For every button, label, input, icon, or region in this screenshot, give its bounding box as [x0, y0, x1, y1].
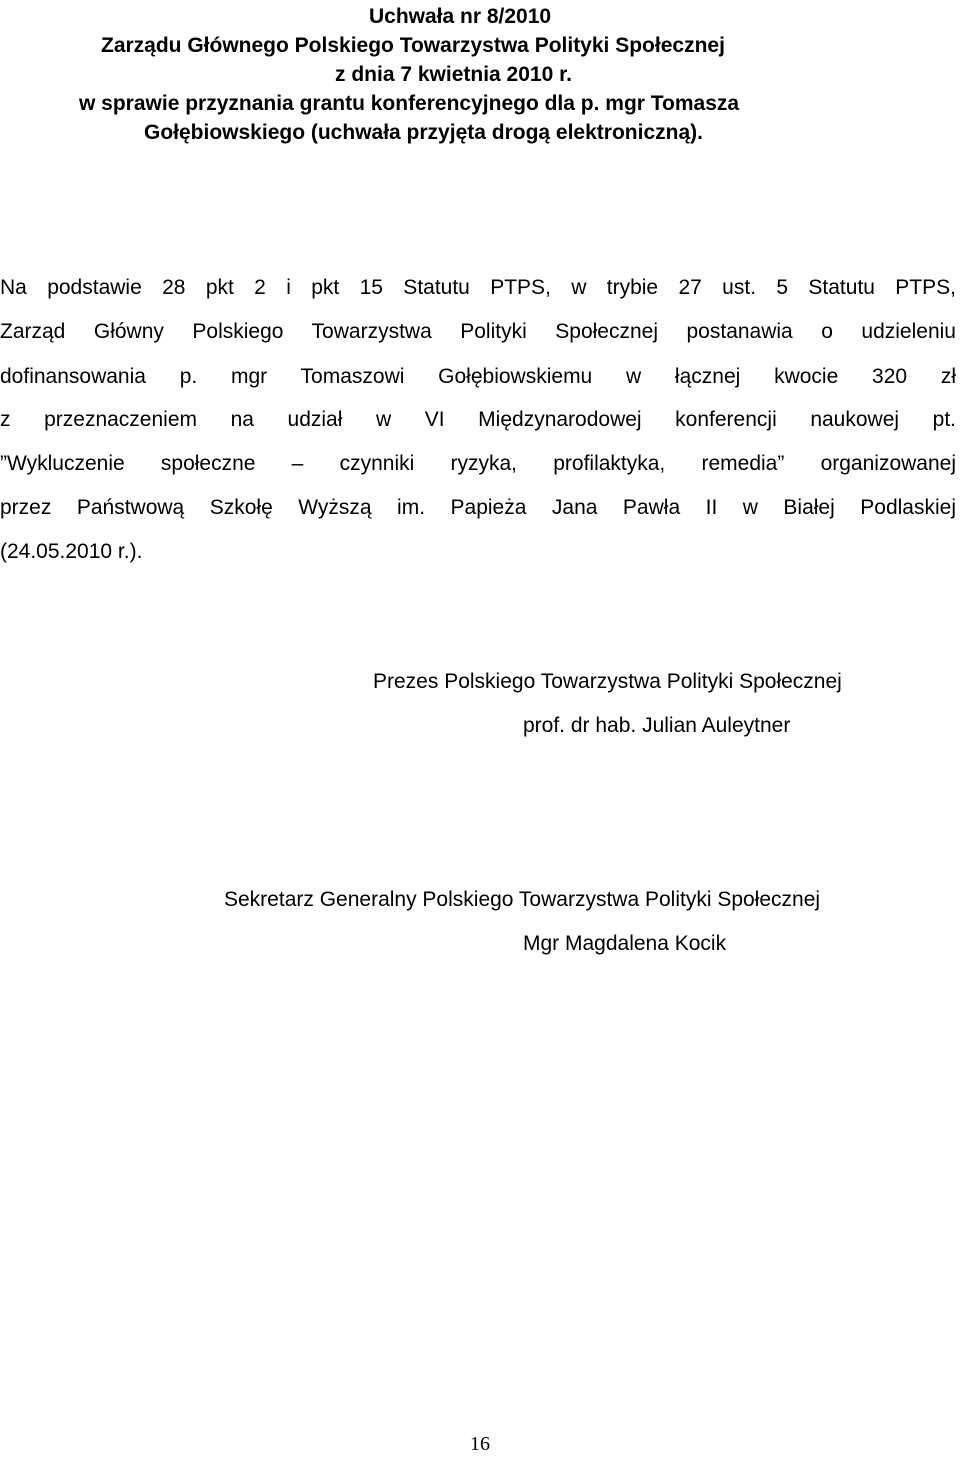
body-line-4: z przeznaczeniem na udział w VI Międzynarodowej konferencji naukowej pt.: [0, 408, 956, 431]
body-line-5: ”Wykluczenie społeczne – czynniki ryzyka, profilaktyka, remedia” organizowanej: [0, 452, 956, 475]
title-line-1: Uchwała nr 8/2010: [369, 5, 552, 28]
title-line-2: Zarządu Głównego Polskiego Towarzystwa Polityki Społecznej: [101, 34, 725, 57]
president-title: Prezes Polskiego Towarzystwa Polityki Społecznej: [373, 670, 842, 693]
secretary-name: Mgr Magdalena Kocik: [523, 932, 727, 955]
title-line-4: w sprawie przyznania grantu konferencyjnego dla p. mgr Tomasza: [79, 92, 740, 115]
resolution-title: [0, 2, 960, 147]
body-line-6: przez Państwową Szkołę Wyższą im. Papieża Jana Pawła II w Białej Podlaskiej: [0, 496, 956, 519]
secretary-title: Sekretarz Generalny Polskiego Towarzystwa Polityki Społecznej: [224, 888, 821, 911]
title-line-5: Gołębiowskiego (uchwała przyjęta drogą elektroniczną).: [144, 121, 703, 144]
body-line-7: (24.05.2010 r.).: [0, 540, 143, 563]
president-name: prof. dr hab. Julian Auleytner: [523, 714, 791, 737]
body-line-1: Na podstawie 28 pkt 2 i pkt 15 Statutu PTPS, w trybie 27 ust. 5 Statutu PTPS,: [0, 276, 956, 299]
body-line-3: dofinansowania p. mgr Tomaszowi Gołębiowskiemu w łącznej kwocie 320 zł: [0, 365, 956, 388]
page-number: 16: [470, 1433, 490, 1455]
body-line-2: Zarząd Główny Polskiego Towarzystwa Polityki Społecznej postanawia o udzieleniu: [0, 320, 956, 343]
title-line-3: z dnia 7 kwietnia 2010 r.: [335, 63, 572, 86]
